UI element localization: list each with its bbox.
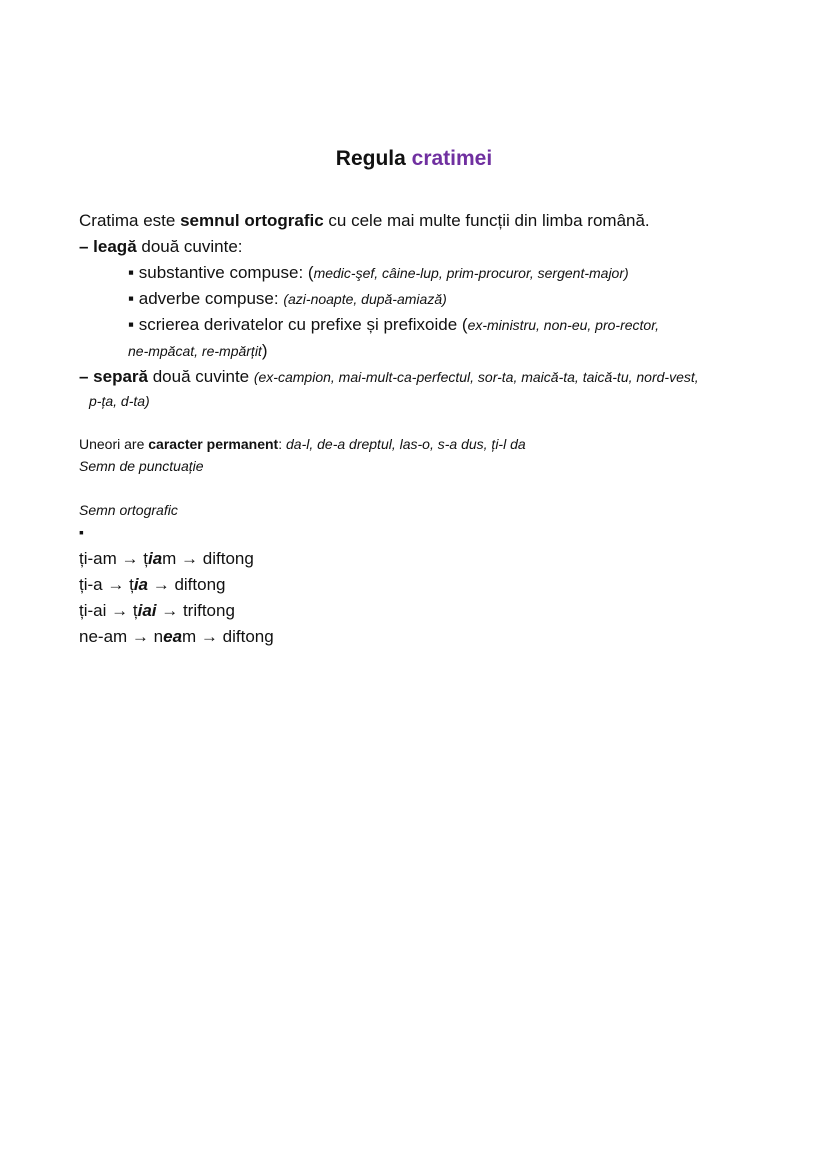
example-row — [79, 601, 235, 621]
example-vowel-group: ea — [163, 627, 183, 646]
item-label: ▪ scrierea derivatelor cu prefixe și prefixoide ( — [128, 315, 468, 334]
list-item-derivate — [128, 315, 659, 335]
item-examples-cont: ne-mpăcat, re-mpărțit — [128, 343, 262, 359]
item-examples: (azi-noapte, după-amiază) — [283, 291, 447, 307]
example-from: ne-am — [79, 627, 128, 646]
example-post: m — [162, 549, 177, 568]
intro-text: Cratima este — [79, 211, 181, 230]
permanent-pre: Uneori are — [79, 436, 149, 452]
title-accent: cratimei — [411, 147, 493, 170]
example-vowel-group: ia — [133, 575, 148, 594]
separa-rest: două cuvinte — [148, 367, 254, 386]
example-row — [79, 549, 254, 569]
example-from: ți-am — [79, 549, 117, 568]
permanent-colon: : — [278, 436, 286, 452]
arrow-icon: → — [196, 627, 223, 646]
example-row — [79, 575, 226, 595]
semn-ortografic: Semn ortografic — [79, 502, 178, 518]
example-pre: ț — [132, 601, 138, 620]
arrow-icon: → — [156, 601, 183, 620]
example-type: diftong — [222, 627, 274, 646]
example-from: ți-ai — [79, 601, 107, 620]
example-row — [79, 627, 274, 647]
arrow-icon: → — [116, 549, 144, 568]
intro-paragraph — [79, 211, 650, 231]
permanent-examples: da-l, de-a dreptul, las-o, s-a dus, ți-l da — [286, 436, 526, 452]
item-close: ) — [261, 341, 268, 360]
leaga-bold: – leagă — [79, 237, 137, 256]
separa-bold: – separă — [79, 367, 148, 386]
bullet-marker: ▪ — [79, 524, 84, 540]
leaga-rest: două cuvinte: — [136, 237, 243, 256]
semn-punctuatie: Semn de punctuație — [79, 458, 204, 474]
list-item-derivate-cont — [128, 341, 268, 361]
arrow-icon: → — [176, 549, 203, 568]
separa-cont — [89, 391, 150, 411]
intro-bold: semnul ortografic — [180, 211, 324, 230]
example-pre: n — [153, 627, 164, 646]
example-vowel-group: ia — [147, 549, 163, 568]
list-item-substantive — [128, 263, 629, 283]
separa-examples-cont: p-ța, d-ta) — [89, 393, 150, 409]
item-label: ▪ adverbe compuse: — [128, 289, 284, 308]
example-pre: ț — [143, 549, 148, 568]
example-pre: ț — [129, 575, 134, 594]
permanent-line — [79, 436, 526, 452]
item-label: ▪ substantive compuse: ( — [128, 263, 314, 282]
leaga-heading — [79, 237, 243, 257]
arrow-icon: → — [148, 575, 175, 594]
example-post: m — [182, 627, 197, 646]
example-from: ți-a — [79, 575, 103, 594]
arrow-icon: → — [102, 575, 130, 594]
separa-examples: (ex-campion, mai-mult-ca-perfectul, sor-ta, maică-ta, taică-tu, nord-vest, — [253, 369, 699, 385]
title-prefix: Regula — [335, 147, 406, 170]
example-type: diftong — [174, 575, 226, 594]
permanent-bold: caracter permanent — [148, 436, 279, 452]
arrow-icon: → — [127, 627, 154, 646]
arrow-icon: → — [106, 601, 133, 620]
intro-text-end: cu cele mai multe funcții din limba română. — [323, 211, 650, 230]
example-type: triftong — [182, 601, 235, 620]
example-type: diftong — [202, 549, 254, 568]
item-examples: medic-şef, câine-lup, prim-procuror, sergent-major) — [313, 265, 629, 281]
example-vowel-group: iai — [137, 601, 157, 620]
page-title — [0, 147, 828, 171]
item-examples: ex-ministru, non-eu, pro-rector, — [467, 317, 659, 333]
separa-heading — [79, 367, 699, 387]
list-item-adverbe — [128, 289, 447, 309]
